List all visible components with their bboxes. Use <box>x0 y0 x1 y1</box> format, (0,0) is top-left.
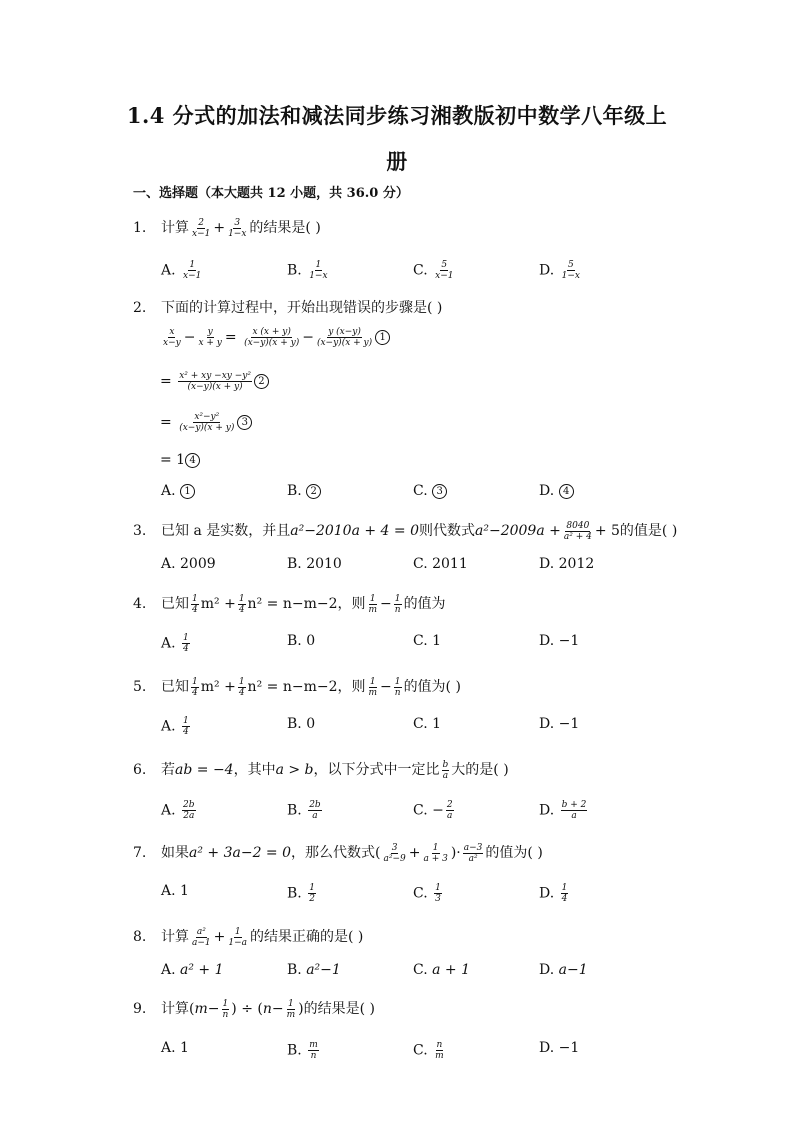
option-b[interactable]: B. $\frac{m}{n}$ <box>287 1040 318 1061</box>
step-marker: 2 <box>254 374 269 389</box>
option-a[interactable]: A. $\frac{1}{x-1}$ <box>161 260 202 281</box>
question-number: 5. <box>133 679 147 695</box>
question-1: 1. 计算 $\frac{2}{x-1}$ + $\frac{3}{1-x}$ 的结果是( ) <box>133 217 321 239</box>
step-marker: 1 <box>375 330 390 345</box>
option-b[interactable]: B. $\frac{1}{2}$ <box>287 883 315 904</box>
option-c[interactable]: C. a + 1 <box>413 962 471 978</box>
section-heading: 一、选择题（本大题共 12 小题，共 36.0 分） <box>133 186 409 201</box>
option-d[interactable]: D. 4 <box>539 483 574 499</box>
question-2 <box>133 297 442 317</box>
option-c[interactable]: C. $\frac{1}{3}$ <box>413 883 441 904</box>
option-b[interactable]: B. 2 <box>287 483 321 499</box>
option-a[interactable]: A. $\frac{1}{4}$ <box>161 716 189 737</box>
question-number: 3. <box>133 523 147 539</box>
document-title-line1: 1.4 分式的加法和减法同步练习湘教版初中数学八年级上 <box>126 103 668 128</box>
option-d[interactable]: D. a−1 <box>539 962 588 978</box>
option-d[interactable]: D. $\frac{b + 2}{a}$ <box>539 800 587 821</box>
option-d[interactable]: D. 2012 <box>539 556 595 572</box>
question-text: 计算 <box>161 220 189 236</box>
option-b[interactable]: B. 0 <box>287 716 316 732</box>
question-number: 4. <box>133 596 147 612</box>
question-6: 6. 若ab = −4，其中a > b，以下分式中一定比 $\frac{b}{a}$ 大的是( ) <box>133 759 509 781</box>
question-text: 的结果是( ) <box>249 220 321 236</box>
question-8: 8. 计算 $\frac{\text{a²}}{a-1}$ + $\frac{1}{1-a}$ 的结果正确的是( ) <box>133 926 364 948</box>
option-a[interactable]: A. 1 <box>161 883 189 899</box>
option-d[interactable]: D. −1 <box>539 716 580 732</box>
option-c[interactable]: C. 2011 <box>413 556 468 572</box>
derivation-step-2: = $\frac{\text{x² + xy −xy −y²}}{(x-y)(x + y)}$ 2 <box>160 371 269 392</box>
option-a[interactable]: A. a² + 1 <box>161 962 224 978</box>
fraction: $\frac{2}{x-1}$ <box>192 217 211 239</box>
derivation-step-3: = $\frac{\text{x²−y²}}{(x-y)(x + y)}$ 3 <box>160 412 252 433</box>
option-d[interactable]: D. $\frac{5}{1-x}$ <box>539 260 580 281</box>
question-number: 2. <box>133 300 147 316</box>
question-number: 6. <box>133 762 147 778</box>
option-a[interactable]: A. $\frac{1}{4}$ <box>161 633 189 654</box>
option-b[interactable]: B. $\frac{1}{1-x}$ <box>287 260 328 281</box>
question-number: 8. <box>133 929 147 945</box>
question-number: 1. <box>133 220 147 236</box>
question-4: 4. 已知 $\frac{1}{4}$ m² + $\frac{1}{4}$ n² = n−m−2，则 $\frac{1}{m}$ − $\frac{1}{n}$ 的值为 <box>133 593 446 615</box>
derivation-step-4: = 1 4 <box>160 452 200 468</box>
option-a[interactable]: A. 1 <box>161 483 195 499</box>
option-b[interactable]: B. 0 <box>287 633 316 649</box>
option-a[interactable]: A. 1 <box>161 1040 189 1056</box>
option-c[interactable]: C. − $\frac{2}{a}$ <box>413 800 453 821</box>
question-5: 5. 已知 $\frac{1}{4}$ m² + $\frac{1}{4}$ n² = n−m−2，则 $\frac{1}{m}$ − $\frac{1}{n}$ 的值为( ) <box>133 676 461 698</box>
option-a[interactable]: A. $\frac{2b}{2a}$ <box>161 800 195 821</box>
option-d[interactable]: D. $\frac{1}{4}$ <box>539 883 568 904</box>
option-c[interactable]: C. 1 <box>413 716 442 732</box>
question-7: 7. 如果a² + 3a−2 = 0，那么代数式( $\frac{3}{\text{a²−9}}$ + $\frac{1}{a + 3}$ )· $\frac{a-3}{\text{a²}}$ 的值为( ) <box>133 842 543 864</box>
question-9: 9. 计算(m− $\frac{1}{n}$ ) ÷ (n− $\frac{1}{m}$ )的结果是( ) <box>133 998 375 1020</box>
option-c[interactable]: C. $\frac{n}{m}$ <box>413 1040 444 1061</box>
document-title-line2: 册 <box>386 149 408 174</box>
question-number: 7. <box>133 845 147 861</box>
fraction: $\frac{3}{1-x}$ <box>228 217 247 239</box>
option-b[interactable]: B. a²−1 <box>287 962 341 978</box>
option-c[interactable]: C. 1 <box>413 633 442 649</box>
question-number: 9. <box>133 1001 147 1017</box>
option-d[interactable]: D. −1 <box>539 633 580 649</box>
option-b[interactable]: B. $\frac{2b}{a}$ <box>287 800 321 821</box>
question-3: 3. 已知 a 是实数，并且a²−2010a + 4 = 0则代数式a²−2009a + $\frac{8040}{\text{a² + 4}}$ + 5的值是( ) <box>133 520 678 542</box>
option-c[interactable]: C. $\frac{5}{x-1}$ <box>413 260 454 281</box>
question-text: 下面的计算过程中，开始出现错误的步骤是( ) <box>161 300 443 316</box>
option-b[interactable]: B. 2010 <box>287 556 342 572</box>
derivation-step-1: $\frac{x}{x-y}$ − $\frac{y}{x + y}$ = $\frac{x (x + y)}{(x-y)(x + y)}$ − $\frac{y (x-y)}{(x-y)(x + y)}$ 1 <box>160 327 390 348</box>
option-d[interactable]: D. −1 <box>539 1040 580 1056</box>
step-marker: 4 <box>185 453 200 468</box>
option-a[interactable]: A. 2009 <box>161 556 216 572</box>
option-c[interactable]: C. 3 <box>413 483 447 499</box>
step-marker: 3 <box>237 415 252 430</box>
